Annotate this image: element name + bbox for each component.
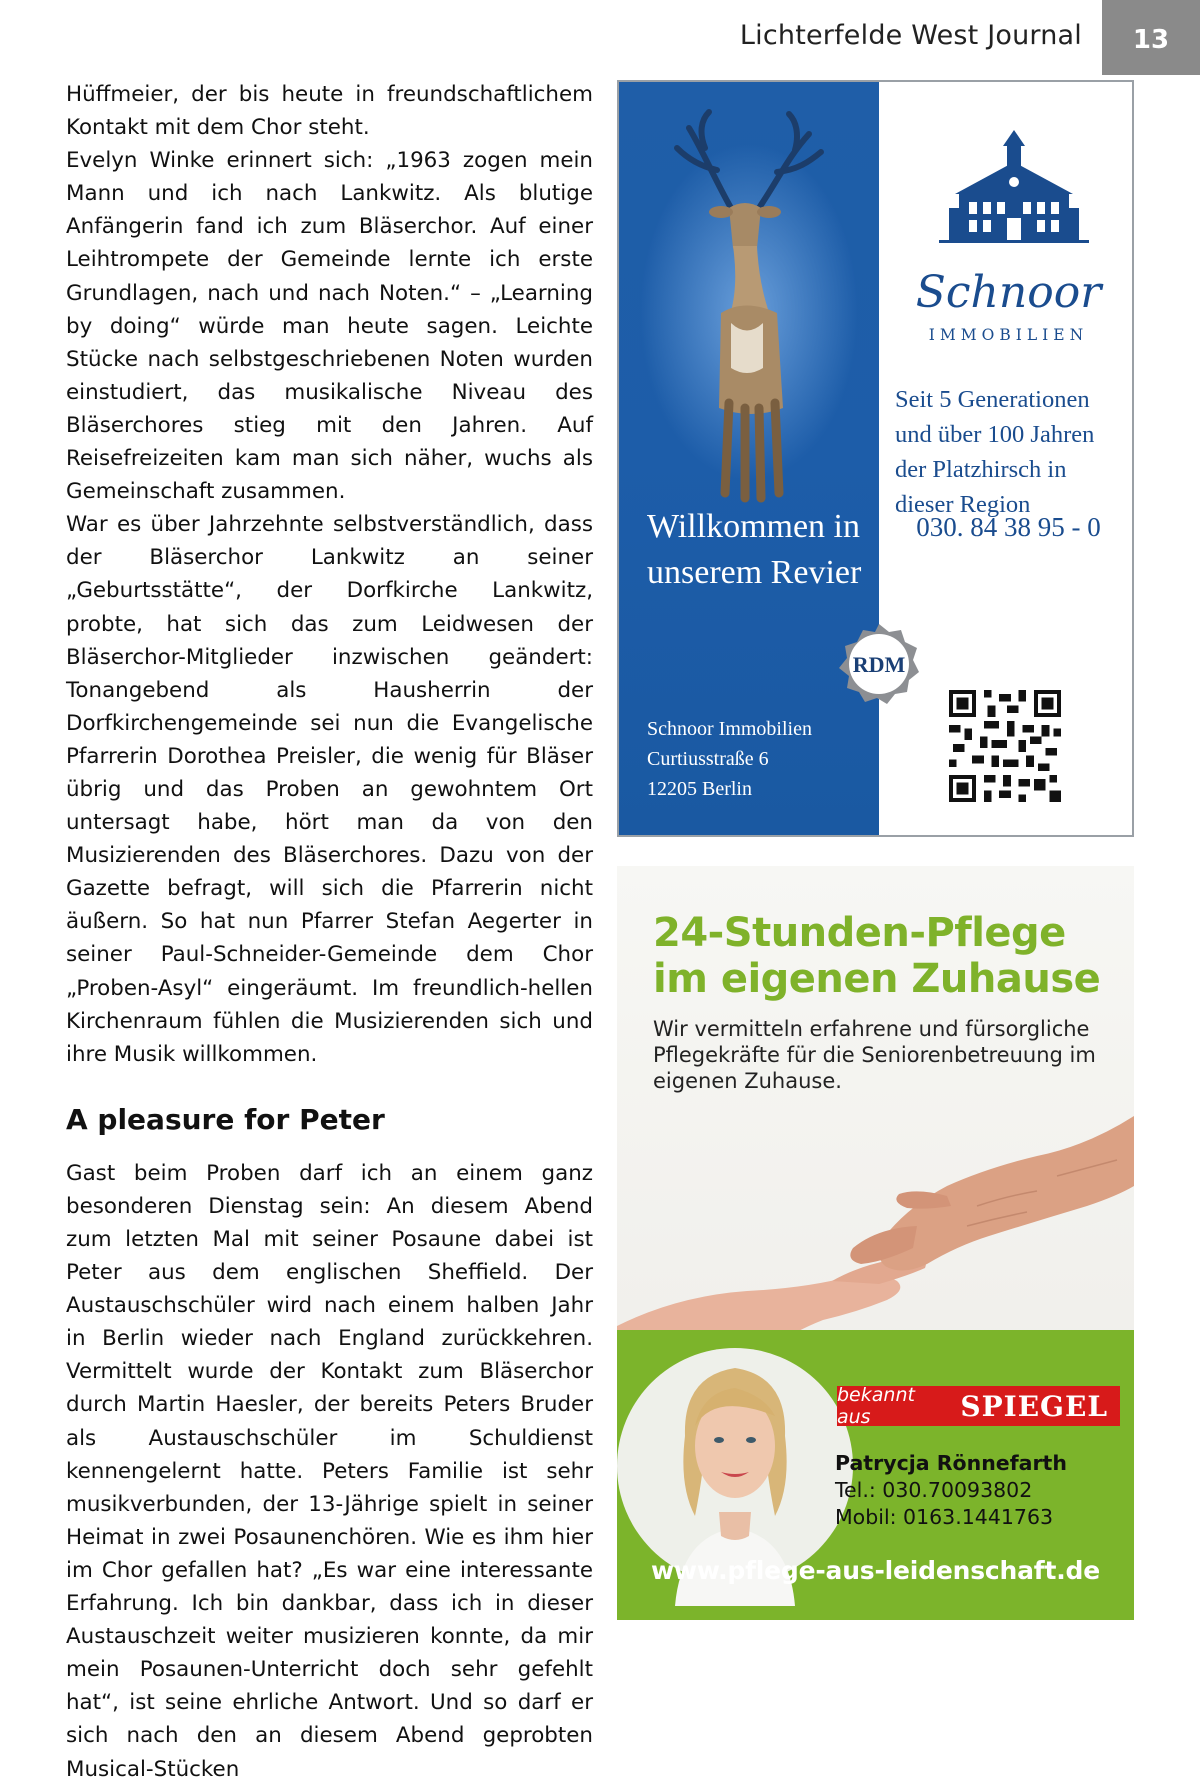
article-column xyxy=(66,78,593,1786)
rdm-badge-icon xyxy=(837,622,921,706)
schnoor-welcome: Willkommen in unserem Revier xyxy=(647,508,862,591)
care-website-link[interactable]: www.pflege-aus-leidenschaft.de xyxy=(651,1556,1100,1585)
article-paragraph: War es über Jahrzehnte selbstverständlich, dass der Bläserchor Lankwitz an seiner „Geburtsstätte“, der Dorfkirche Lankwitz, probte, hat sich das zum Leidwesen der Bläserchor-Mitglieder inzwischen geändert: Tonangebend als Hausherrin der Dorfkirchengemeinde sei nun die Evangelische Pfarrerin Dorothea Preisler, die wenig für Bläser übrig und das Proben an gewohntem Ort untersagt habe, hört man da von den Musizierenden des Bläserchores. Dazu von der Gazette befragt, will sich die Pfarrerin nicht äußern. So hat nun Pfarrer Stefan Aegerter in seiner Paul-Schneider-Gemeinde dem Chor „Proben-Asyl“ eingeräumt. Im freundlich-hellen Kirchenraum fühlen die Musizierenden sich und ihre Musik willkommen. xyxy=(66,512,593,1067)
address-line: Curtiusstraße 6 xyxy=(647,748,769,770)
care-body-text: Wir vermitteln erfahrene und fürsorgliche Pflegekräfte für die Seniorenbetreuung im eigenen Zuhause. xyxy=(653,1017,1096,1093)
article-paragraph: Evelyn Winke erinnert sich: „1963 zogen mein Mann und ich nach Lankwitz. Als blutige Anfängerin fand ich zum Bläserchor. Auf einer Leihtrompete der Gemeinde lernte ich erste Grundlagen, nach und nach Noten.“ – „Learning by doing“ würde man heute sagen. Leichte Stücke nach selbstgeschriebenen Noten wurden einstudiert, das musikalische Niveau des Bläserchores stieg mit den Jahren. Auf Reisefreizeiten kam man sich näher, wuchs als Gemeinschaft zusammen. xyxy=(66,148,593,505)
journal-title: Lichterfelde West Journal xyxy=(739,20,1082,51)
contact-mobile[interactable]: Mobil: 0163.1441763 xyxy=(835,1505,1054,1529)
address-line: 12205 Berlin xyxy=(647,778,752,800)
schnoor-phone[interactable]: 030. 84 38 95 - 0 xyxy=(916,512,1101,542)
qr-code-icon[interactable] xyxy=(949,690,1061,802)
schnoor-brand-sub: IMMOBILIEN xyxy=(928,326,1089,344)
article-paragraph: Gast beim Proben darf ich an einem ganz besonderen Dienstag sein: An diesem Abend zum letzten Mal mit seiner Posaune dabei ist Peter aus dem englischen Sheffield. Der Austauschschüler wird nach einem halben Jahr in Berlin wieder nach England zurückkehren. Vermittelt wurde der Kontakt zum Bläserchor durch Martin Haesler, der bereits Peters Bruder als Austauschschüler im Schuldienst kennengelernt hatte. Peters Familie ist sehr musikverbunden, der 13-Jährige spielt in seiner Heimat in zwei Posaunenchören. Wie es ihm hier im Chor gefallen hat? „Es war eine interessante Erfahrung. Ich bin dankbar, dass ich in dieser Austauschzeit weiter musizieren konnte, da mir mein Posaunen-Unterricht doch sehr gefehlt hat“, ist seine ehrliche Antwort. Und so darf er sich nach den an diesem Abend geprobten Musical-Stücken xyxy=(66,1160,593,1782)
page-number: 13 xyxy=(1102,0,1200,75)
care-advertisement xyxy=(617,866,1134,1620)
known-from-badge xyxy=(837,1386,1120,1426)
care-headline-line: im eigenen Zuhause xyxy=(653,956,1101,1002)
care-headline-line: 24-Stunden-Pflege xyxy=(653,910,1066,956)
header-separator xyxy=(1084,0,1102,75)
care-headline xyxy=(653,910,1123,1002)
schnoor-address xyxy=(647,714,877,804)
article-subheading: A pleasure for Peter xyxy=(66,1102,385,1136)
rdm-badge-text: RDM xyxy=(852,652,906,677)
contact-name: Patrycja Rönnefarth xyxy=(835,1451,1067,1475)
deer-illustration xyxy=(659,108,839,508)
schnoor-tagline: Seit 5 Generationen und über 100 Jahren der Platzhirsch in dieser Region xyxy=(895,386,1095,518)
schnoor-advertisement xyxy=(617,80,1134,837)
care-contact xyxy=(835,1450,1125,1531)
known-from-label: bekannt aus xyxy=(837,1384,915,1428)
address-line: Schnoor Immobilien xyxy=(647,718,812,740)
article-paragraph: Hüffmeier, der bis heute in freundschaftlichem Kontakt mit dem Chor steht. xyxy=(66,82,593,141)
spiegel-logo: SPIEGEL xyxy=(960,1389,1108,1423)
contact-tel[interactable]: Tel.: 030.70093802 xyxy=(835,1478,1033,1502)
schnoor-brand-script: Schnoor xyxy=(915,267,1102,318)
schnoor-building-logo xyxy=(919,122,1109,272)
